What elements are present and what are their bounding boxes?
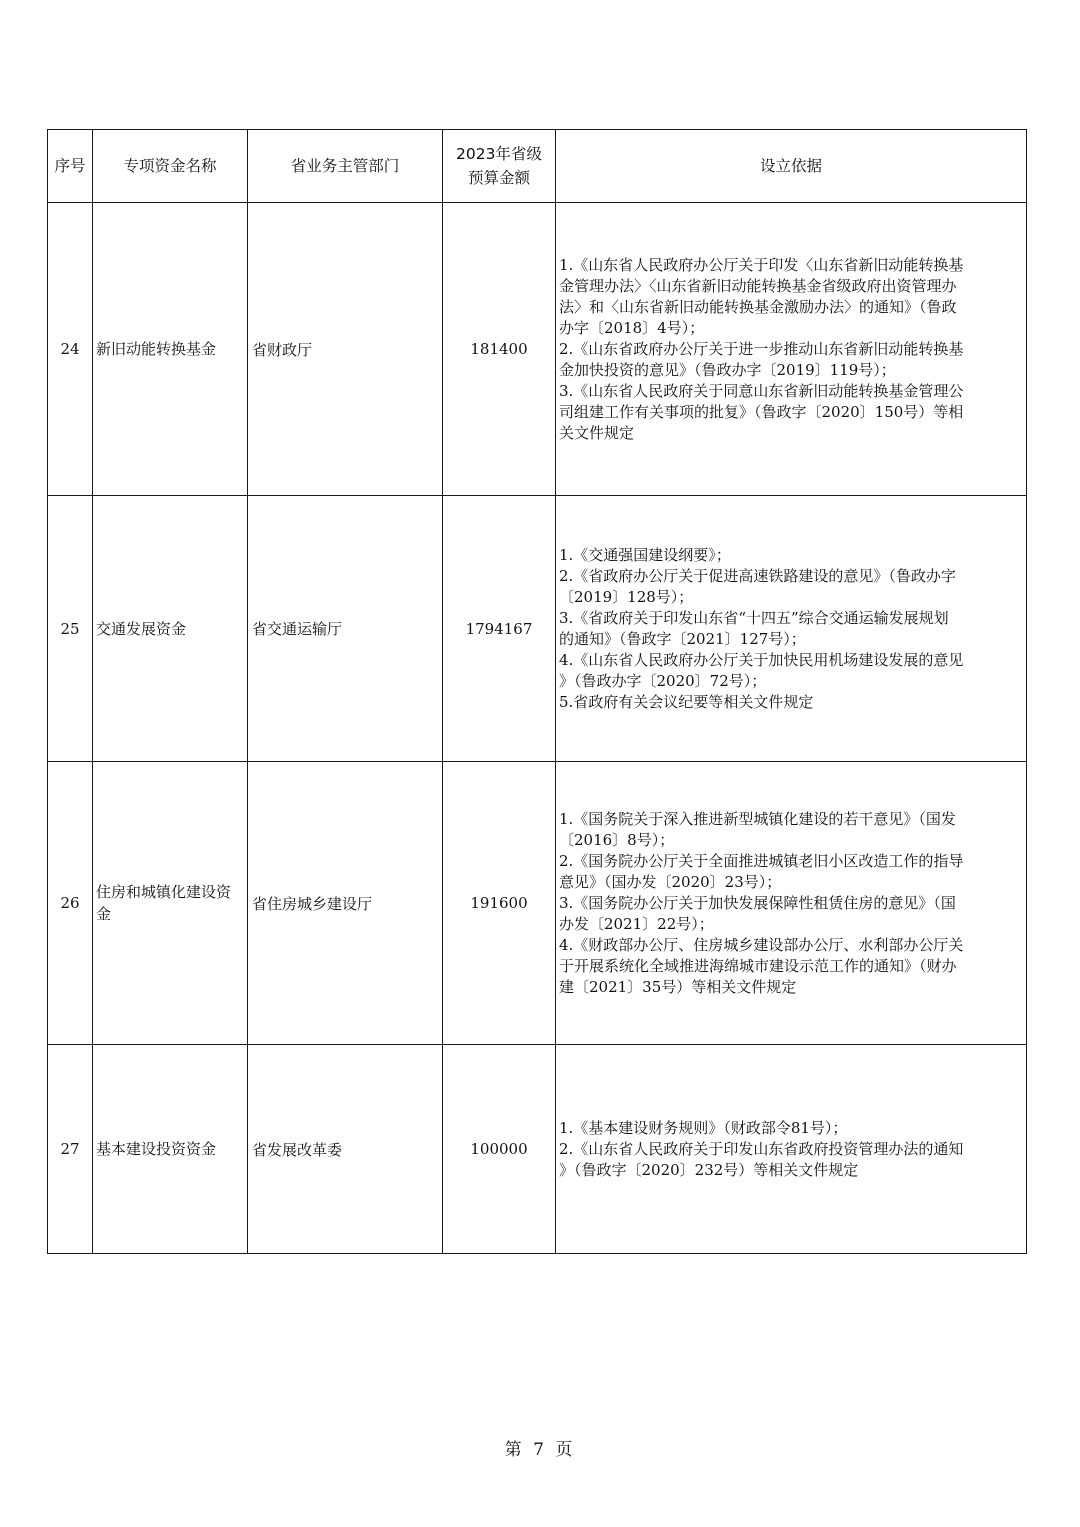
- row-department: 省发展改革委: [248, 1045, 443, 1254]
- row-department: 省交通运输厅: [248, 496, 443, 762]
- table-header-row: [48, 130, 1027, 203]
- table-row: [48, 496, 1027, 762]
- basis-line: 3.《省政府关于印发山东省“十四五”综合交通运输发展规划: [559, 608, 949, 627]
- basis-line: 2.《国务院办公厅关于全面推进城镇老旧小区改造工作的指导: [559, 851, 964, 870]
- basis-line: 〔2019〕128号）；: [559, 587, 694, 606]
- basis-line: 3.《山东省人民政府关于同意山东省新旧动能转换基金管理公: [559, 381, 964, 400]
- basis-line: 建〔2021〕35号）等相关文件规定: [559, 977, 797, 996]
- basis-line: 》（鲁政办字〔2020〕72号）；: [559, 671, 767, 690]
- basis-line: 司组建工作有关事项的批复》（鲁政字〔2020〕150号）等相: [559, 402, 964, 421]
- row-seq: 24: [48, 203, 93, 496]
- basis-line: 关文件规定: [559, 423, 635, 442]
- basis-line: 2.《省政府办公厅关于促进高速铁路建设的意见》（鲁政办字: [559, 566, 956, 585]
- page-number: 7: [533, 1440, 547, 1460]
- basis-line: 法〉和〈山东省新旧动能转换基金激励办法〉的通知》（鲁政: [559, 297, 957, 316]
- basis-line: 3.《国务院办公厅关于加快发展保障性租赁住房的意见》（国: [559, 893, 956, 912]
- row-department: 省住房城乡建设厅: [248, 762, 443, 1045]
- header-basis: 设立依据: [556, 130, 1027, 203]
- header-department: 省业务主管部门: [248, 130, 443, 203]
- basis-line: 2.《山东省政府办公厅关于进一步推动山东省新旧动能转换基: [559, 339, 964, 358]
- row-budget-amount: 1794167: [443, 496, 556, 762]
- basis-line: 4.《财政部办公厅、住房城乡建设部办公厅、水利部办公厅关: [559, 935, 964, 954]
- table-row: [48, 762, 1027, 1045]
- page-number-footer: [0, 1435, 1080, 1460]
- row-basis: [556, 203, 1027, 496]
- basis-line: 意见》（国办发〔2020〕23号）；: [559, 872, 782, 891]
- row-seq: 26: [48, 762, 93, 1045]
- basis-line: 金管理办法〉〈山东省新旧动能转换基金省级政府出资管理办: [559, 276, 957, 295]
- table-row: [48, 203, 1027, 496]
- basis-line: 4.《山东省人民政府办公厅关于加快民用机场建设发展的意见: [559, 650, 964, 669]
- basis-line: 1.《基本建设财务规则》（财政部令81号）；: [559, 1118, 848, 1137]
- funds-table: [47, 129, 1027, 1254]
- basis-line: 办发〔2021〕22号）；: [559, 914, 714, 933]
- basis-line: 1.《山东省人民政府办公厅关于印发〈山东省新旧动能转换基: [559, 255, 964, 274]
- row-fund-name: 交通发展资金: [93, 496, 248, 762]
- header-fund-name: 专项资金名称: [93, 130, 248, 203]
- basis-line: 5.省政府有关会议纪要等相关文件规定: [559, 692, 814, 711]
- basis-line: 》（鲁政字〔2020〕232号）等相关文件规定: [559, 1160, 859, 1179]
- table-row: [48, 1045, 1027, 1254]
- header-seq: 序号: [48, 130, 93, 203]
- basis-line: 〔2016〕8号）；: [559, 830, 675, 849]
- row-budget-amount: 191600: [443, 762, 556, 1045]
- page-prefix: 第: [504, 1440, 525, 1460]
- row-seq: 27: [48, 1045, 93, 1254]
- basis-line: 的通知》（鲁政字〔2021〕127号）；: [559, 629, 806, 648]
- basis-line: 于开展系统化全域推进海绵城市建设示范工作的通知》（财办: [559, 956, 957, 975]
- row-budget-amount: 181400: [443, 203, 556, 496]
- header-budget-amount: [443, 130, 556, 203]
- basis-line: 1.《交通强国建设纲要》；: [559, 545, 731, 564]
- basis-line: 1.《国务院关于深入推进新型城镇化建设的若干意见》（国发: [559, 809, 956, 828]
- row-basis: [556, 496, 1027, 762]
- header-budget-amount-line2: 预算金额: [467, 169, 530, 187]
- row-fund-name: 新旧动能转换基金: [93, 203, 248, 496]
- header-budget-amount-line1: 2023年省级: [456, 145, 542, 163]
- basis-line: 办字〔2018〕4号）；: [559, 318, 705, 337]
- row-basis: [556, 762, 1027, 1045]
- row-basis: [556, 1045, 1027, 1254]
- row-department: 省财政厅: [248, 203, 443, 496]
- page-suffix: 页: [555, 1440, 576, 1460]
- row-seq: 25: [48, 496, 93, 762]
- basis-line: 金加快投资的意见》（鲁政办字〔2019〕119号）；: [559, 360, 896, 379]
- basis-line: 2.《山东省人民政府关于印发山东省政府投资管理办法的通知: [559, 1139, 964, 1158]
- row-budget-amount: 100000: [443, 1045, 556, 1254]
- row-fund-name: 基本建设投资资金: [93, 1045, 248, 1254]
- row-fund-name: 住房和城镇化建设资金: [93, 762, 248, 1045]
